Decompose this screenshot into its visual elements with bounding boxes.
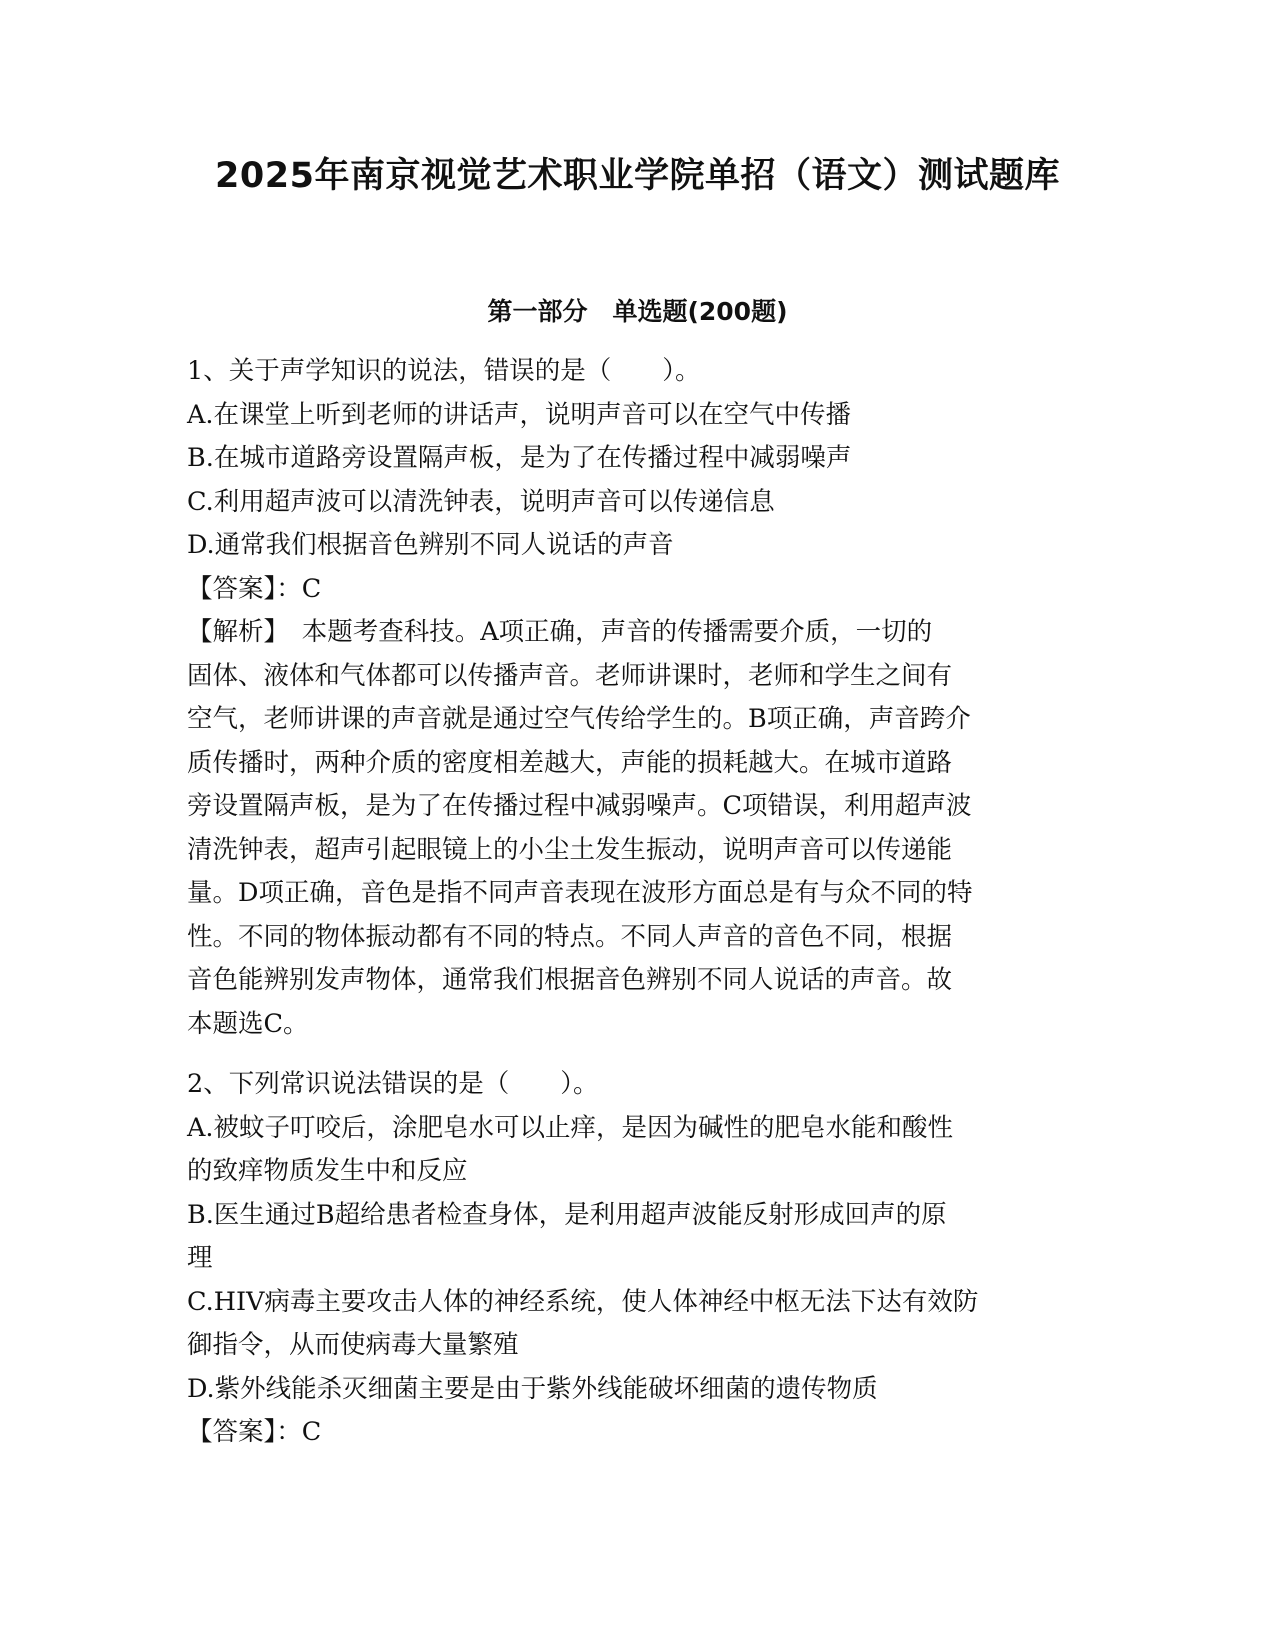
analysis-line: 固体、液体和气体都可以传播声音。老师讲课时，老师和学生之间有 <box>187 660 953 691</box>
option-b: B.医生通过B超给患者检查身体，是利用超声波能反射形成回声的原 <box>187 1199 947 1230</box>
question-gap <box>187 1046 1077 1063</box>
analysis-line: 性。不同的物体振动都有不同的特点。不同人声音的音色不同，根据 <box>187 921 953 952</box>
option-d: D.紫外线能杀灭细菌主要是由于紫外线能破坏细菌的遗传物质 <box>187 1373 878 1404</box>
option-c-continued: 御指令，从而使病毒大量繁殖 <box>187 1330 519 1360</box>
analysis-line: 空气，老师讲课的声音就是通过空气传给学生的。B项正确，声音跨介 <box>187 704 971 734</box>
option-a: A.在课堂上听到老师的讲话声，说明声音可以在空气中传播 <box>187 399 852 430</box>
option-d: D.通常我们根据音色辨别不同人说话的声音 <box>187 530 674 560</box>
analysis-line: 质传播时，两种介质的密度相差越大，声能的损耗越大。在城市道路 <box>187 747 953 778</box>
analysis-line: 清洗钟表，超声引起眼镜上的小尘土发生振动，说明声音可以传递能 <box>187 834 953 865</box>
analysis-line: 音色能辨别发声物体，通常我们根据音色辨别不同人说话的声音。故 <box>187 965 953 995</box>
option-b: B.在城市道路旁设置隔声板，是为了在传播过程中减弱噪声 <box>187 443 852 473</box>
analysis-line: 【解析】 本题考查科技。A项正确，声音的传播需要介质，一切的 <box>187 617 933 647</box>
question-1 <box>187 350 1077 1046</box>
answer: 【答案】：C <box>187 1417 322 1447</box>
option-a-continued: 的致痒物质发生中和反应 <box>187 1156 468 1186</box>
section-heading: 第一部分 单选题(200题) <box>487 297 788 326</box>
document-title: 2025年南京视觉艺术职业学院单招（语文）测试题库 <box>215 156 1060 196</box>
answer: 【答案】：C <box>187 573 322 604</box>
question-stem: 2、下列常识说法错误的是（ ）。 <box>187 1069 599 1099</box>
option-c: C.HIV病毒主要攻击人体的神经系统，使人体神经中枢无法下达有效防 <box>187 1286 979 1317</box>
option-b-continued: 理 <box>187 1243 213 1273</box>
analysis-line: 量。D项正确，音色是指不同声音表现在波形方面总是有与众不同的特 <box>187 878 973 908</box>
analysis-line: 旁设置隔声板，是为了在传播过程中减弱噪声。C项错误，利用超声波 <box>187 791 972 821</box>
document-body <box>187 350 1077 1455</box>
analysis <box>187 611 1077 1046</box>
option-a: A.被蚊子叮咬后，涂肥皂水可以止痒，是因为碱性的肥皂水能和酸性 <box>187 1112 954 1143</box>
option-c: C.利用超声波可以清洗钟表，说明声音可以传递信息 <box>187 486 775 517</box>
question-stem: 1、关于声学知识的说法，错误的是（ ）。 <box>187 356 701 386</box>
question-2 <box>187 1063 1077 1455</box>
analysis-line: 本题选C。 <box>187 1008 309 1039</box>
